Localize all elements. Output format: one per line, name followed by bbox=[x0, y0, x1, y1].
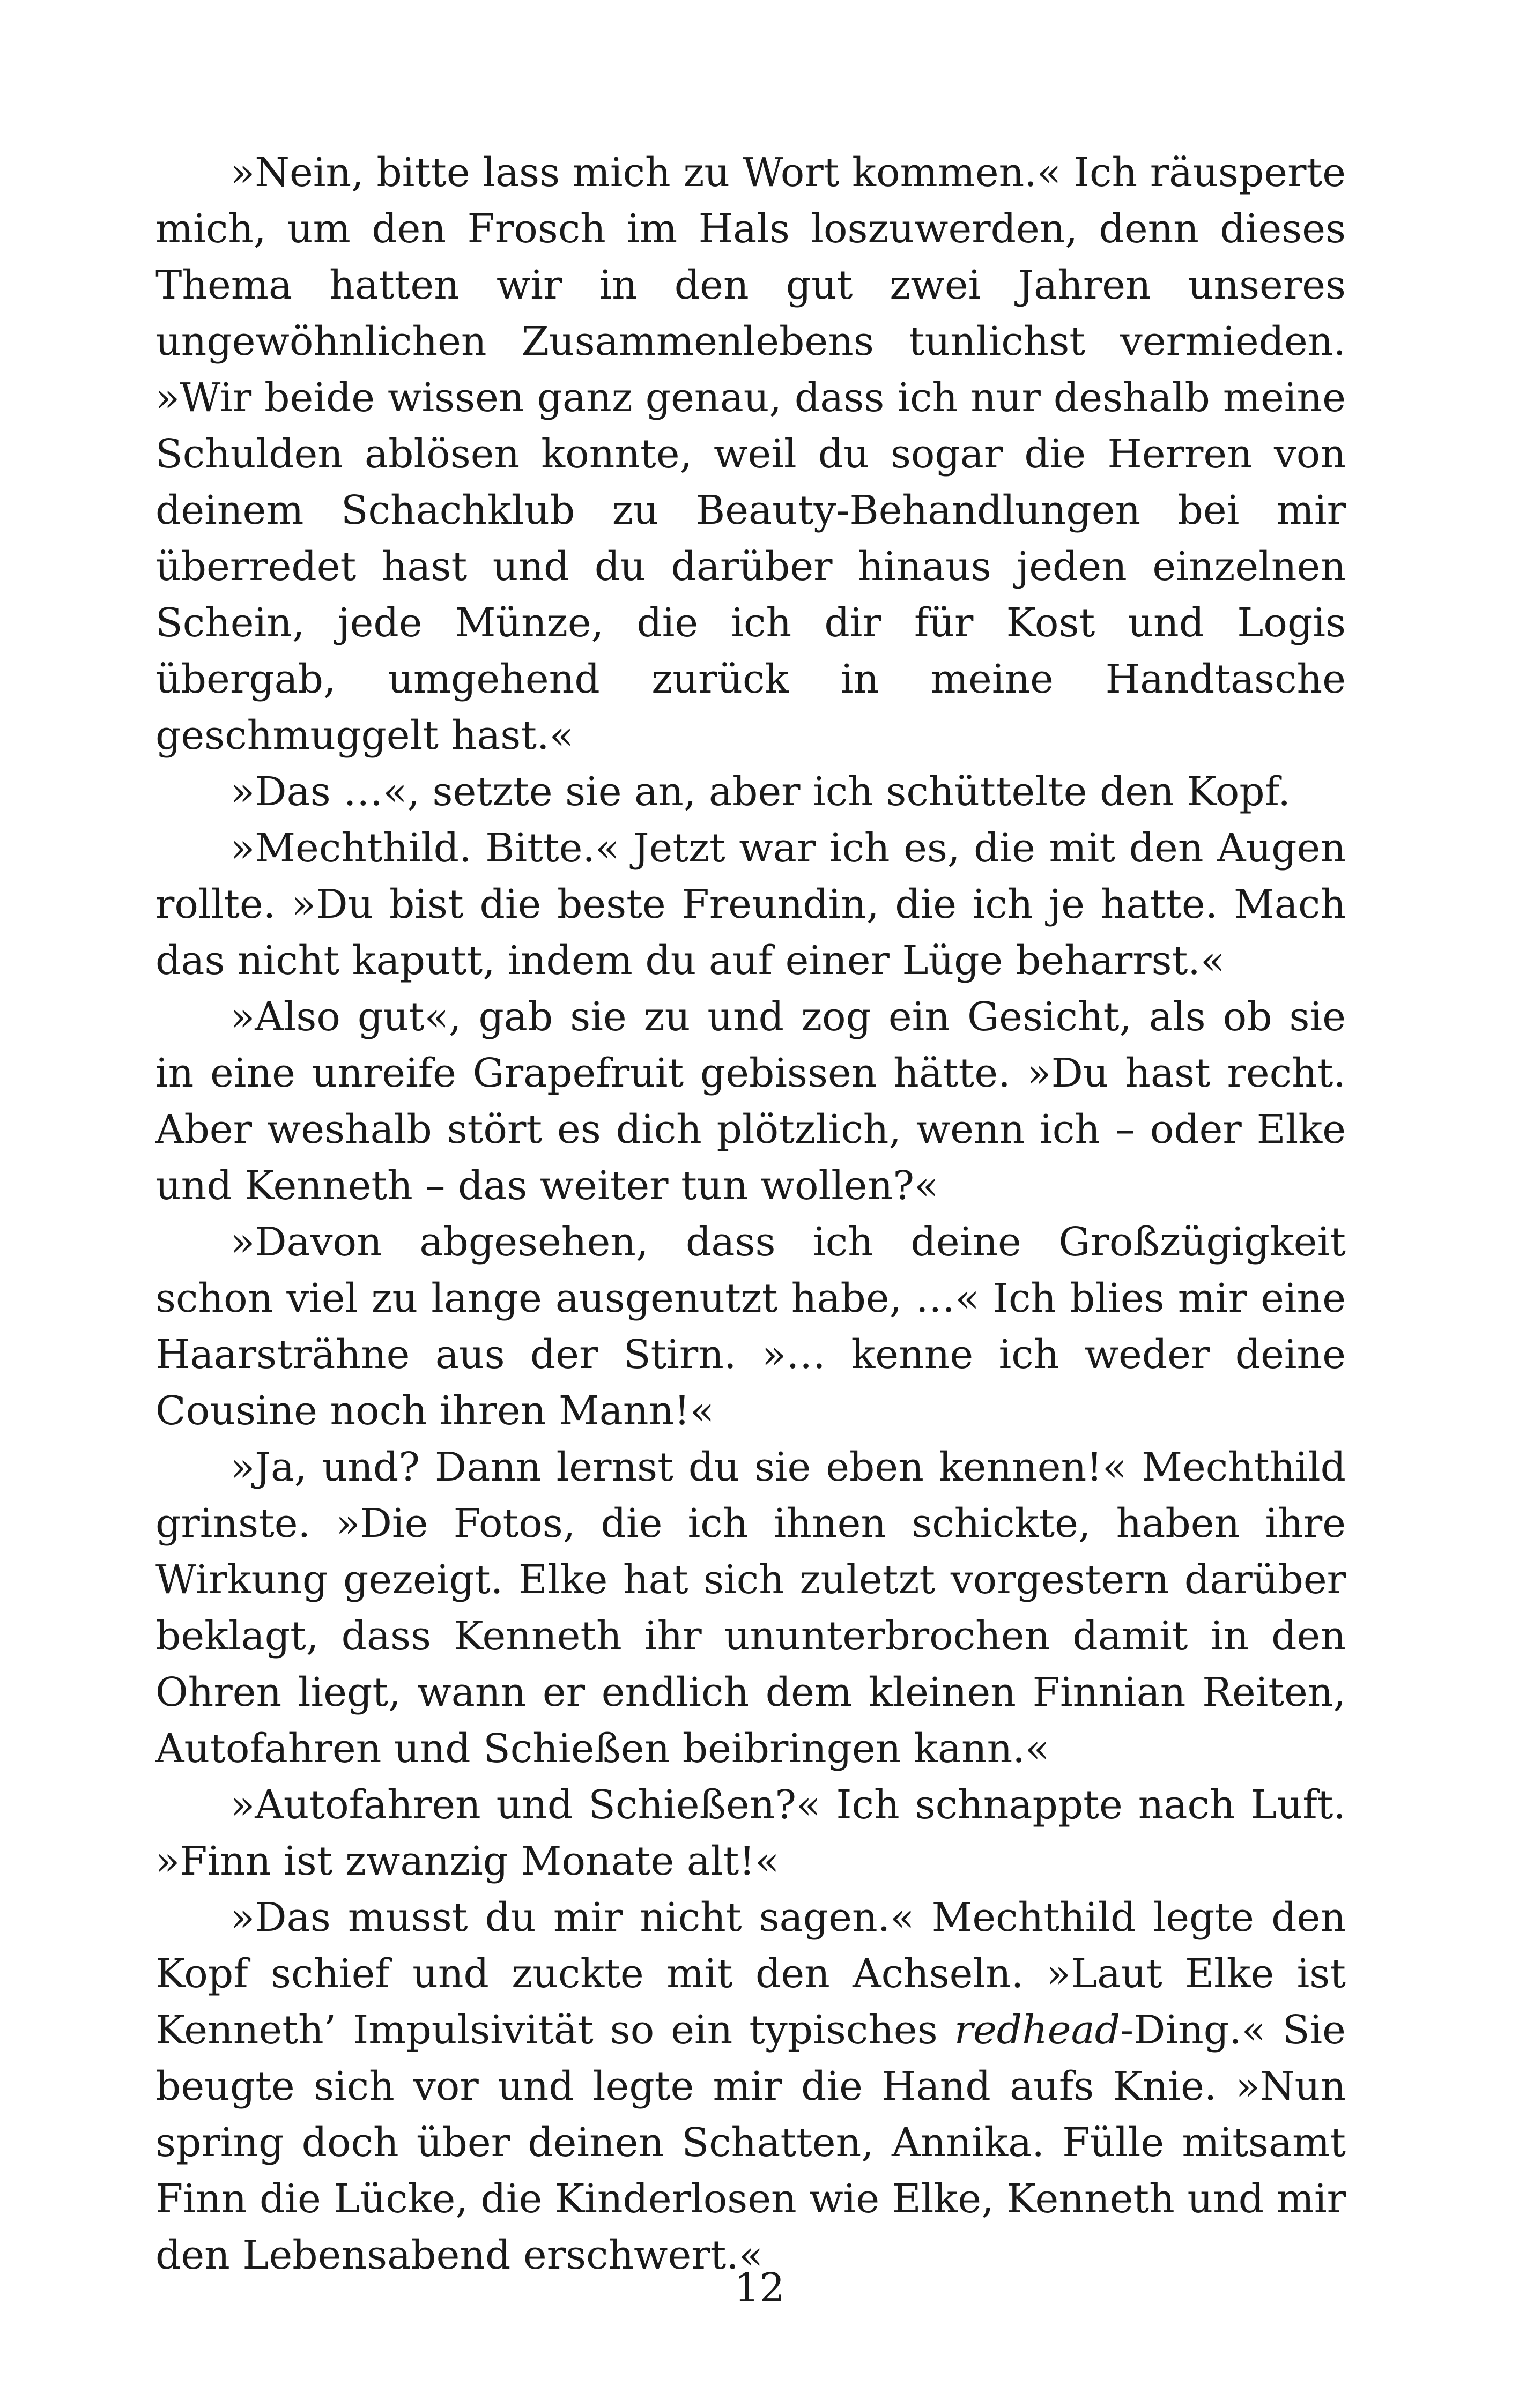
italic-word: redhead bbox=[954, 2007, 1121, 2053]
page-number: 12 bbox=[734, 2265, 785, 2311]
paragraph-8-end: -Ding.« Sie beugte sich vor und legte mir die Hand aufs Knie. »Nun spring doch über deinen Schatten, Annika. Fülle mitsamt Finn die Lücke, die Kinderlosen wie Elke, Kenneth und mir den Lebensabend erschwert.« bbox=[155, 2007, 1346, 2278]
paragraph-8 bbox=[155, 1890, 1346, 2284]
paragraph-4: »Also gut«, gab sie zu und zog ein Gesicht, als ob sie in eine unreife Grapefruit gebissen hätte. »Du hast recht. Aber weshalb stört es dich plötzlich, wenn ich – oder Elke und Kenneth – das weiter tun wollen?« bbox=[155, 994, 1346, 1209]
paragraph-8-start: »Das musst du mir nicht sagen.« Mechthild legte den Kopf schief und zuckte mit den Achseln. »Laut Elke ist Kenneth’ Impulsivität so ein typisches bbox=[155, 1894, 1346, 2053]
paragraph-6: »Ja, und? Dann lernst du sie eben kennen!« Mechthild grinste. »Die Fotos, die ich ihnen schickte, haben ihre Wirkung gezeigt. Elke hat sich zuletzt vorgestern darüber beklagt, dass Kenneth ihr ununterbrochen damit in den Ohren liegt, wann er endlich dem kleinen Finnian Reiten, Autofahren und Schießen beibringen kann.« bbox=[155, 1444, 1346, 1772]
paragraph-1: »Nein, bitte lass mich zu Wort kommen.« Ich räusperte mich, um den Frosch im Hals loszuwerden, denn dieses Thema hatten wir in den gut zwei Jahren unseres ungewöhnlichen Zusammenlebens tunlichst vermieden. »Wir beide wissen ganz genau, dass ich nur deshalb meine Schulden ablösen konnte, weil du sogar die Herren von deinem Schachklub zu Beauty-Behandlungen bei mir überredet hast und du darüber hinaus jeden einzelnen Schein, jede Münze, die ich dir für Kost und Logis übergab, umgehend zurück in meine Handtasche geschmuggelt hast.« bbox=[155, 150, 1346, 759]
paragraph-3: »Mechthild. Bitte.« Jetzt war ich es, die mit den Augen rollte. »Du bist die beste Freundin, die ich je hatte. Mach das nicht kaputt, indem du auf einer Lüge beharrst.« bbox=[155, 825, 1346, 984]
paragraph-7: »Autofahren und Schießen?« Ich schnappte nach Luft. »Finn ist zwanzig Monate alt!« bbox=[155, 1782, 1346, 1884]
body-text bbox=[155, 145, 1346, 2284]
paragraph-5: »Davon abgesehen, dass ich deine Großzügigkeit schon viel zu lange ausgenutzt habe, …« Ich blies mir eine Haarsträhne aus der Stirn. »… kenne ich weder deine Cousine noch ihren Mann!« bbox=[155, 1219, 1346, 1434]
paragraph-2: »Das …«, setzte sie an, aber ich schüttelte den Kopf. bbox=[231, 769, 1291, 815]
